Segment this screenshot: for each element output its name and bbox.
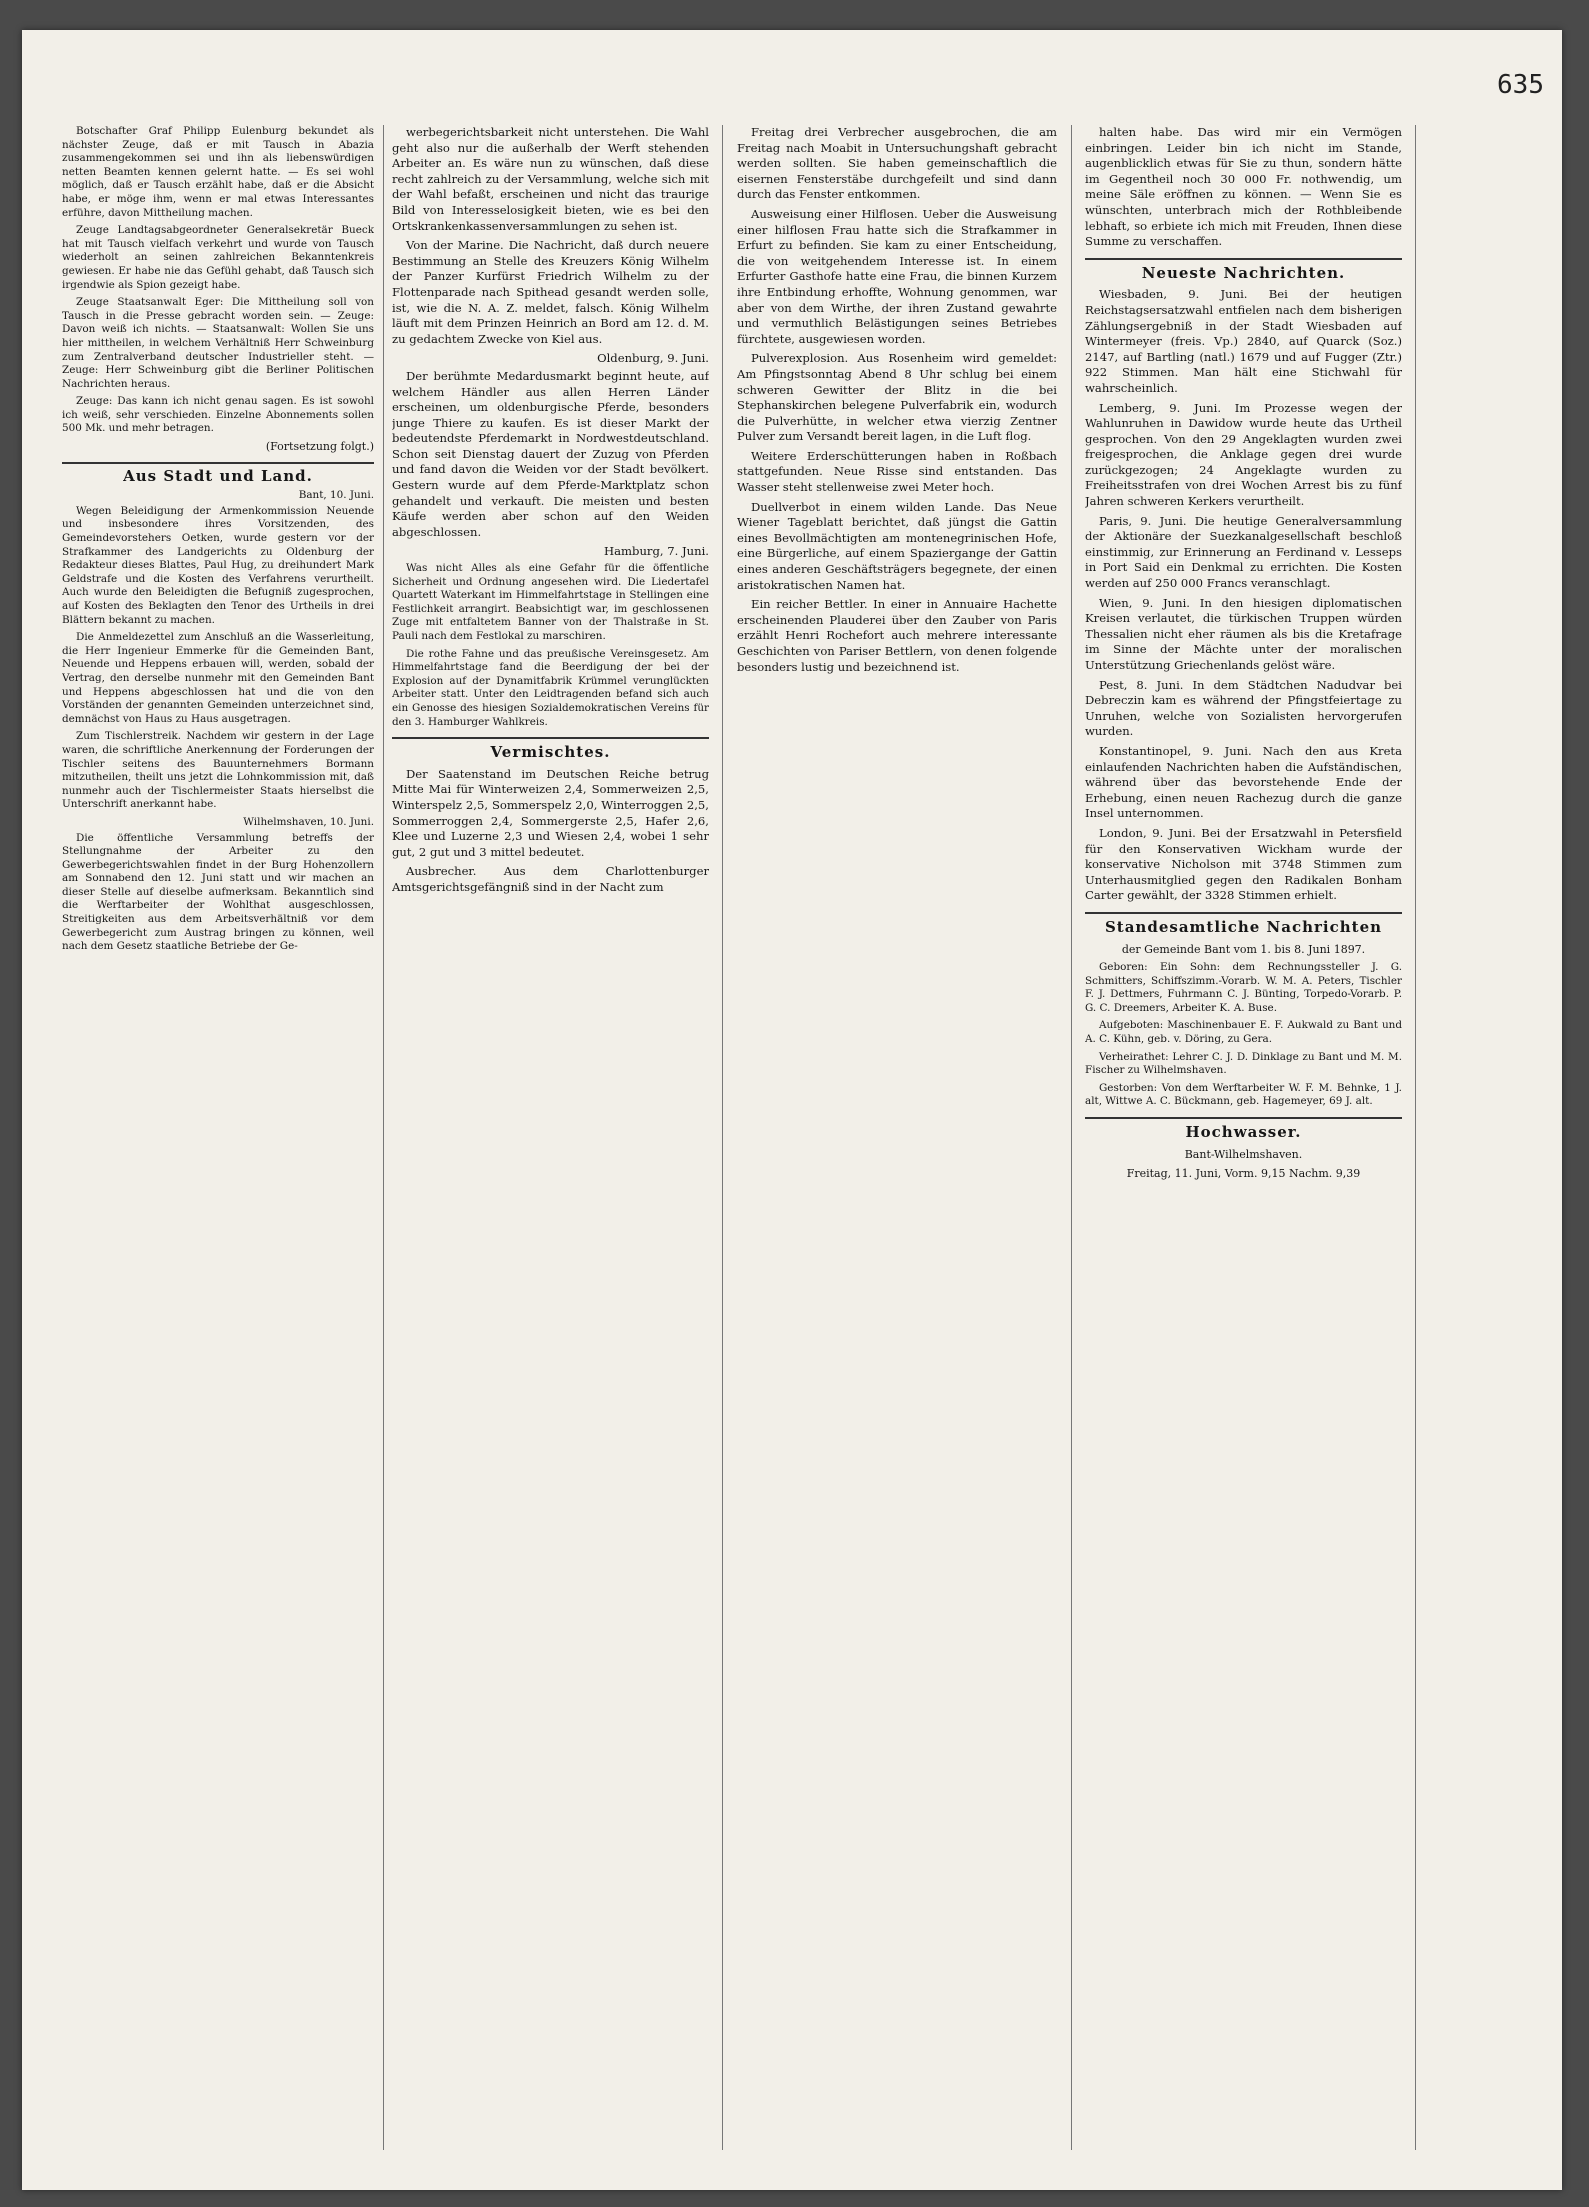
paragraph: Von der Marine. Die Nachricht, daß durch neuere Bestimmung an Stelle des Kreuzers König Wilhelm der Panzer Kurfürst Friedrich Wilhelm zu der Flottenparade nach Spithead gesandt werden solle, ist, wie die N. A. Z. meldet, falsch. König Wilhelm läuft mit dem Prinzen Heinrich an Bord am 12. d. M. zu gedachtem Zwecke von Kiel aus. [392, 238, 709, 346]
paragraph: Zeuge Staatsanwalt Eger: Die Mittheilung soll von Tausch in die Presse gebracht worden sein. — Zeuge: Davon weiß ich nichts. — Staatsanwalt: Wollen Sie uns hier mittheilen, in welchem Verhältniß Herr Schweinburg zum Zentralverband deutscher Industrieller steht. — Zeuge: Herr Schweinburg gibt die Berliner Politischen Nachrichten heraus. [62, 296, 374, 390]
paragraph: Paris, 9. Juni. Die heutige Generalversammlung der Aktionäre der Suezkanalgesellschaft beschloß einstimmig, zur Erinnerung an Ferdinand v. Lesseps in Port Said ein Denkmal zu errichten. Die Kosten werden auf 250 000 Francs veranschlagt. [1085, 513, 1402, 591]
paragraph: Lemberg, 9. Juni. Im Prozesse wegen der Wahlunruhen in Dawidow wurde heute das Urtheil gesprochen. Von den 29 Angeklagten wurden zwei freigesprochen, die Anklage gegen drei wurde zurückgezogen; 24 Angeklagte wurden zu Freiheitsstrafen von drei Wochen Arrest bis zu fünf Jahren schweren Kerkers verurtheilt. [1085, 400, 1402, 509]
column-rule [722, 125, 723, 2150]
dateline: Bant, 10. Juni. [298, 489, 374, 502]
dateline: Wilhelmshaven, 10. Juni. [243, 815, 374, 828]
registry-title: Standesamtliche Nachrichten [1085, 912, 1402, 936]
paragraph: Zum Tischlerstreik. Nachdem wir gestern in der Lage waren, die schriftliche Anerkennung der Forderungen der Tischler seitens des Bauunternehmers Bormann mitzutheilen, theilt uns jetzt die Lohnkommission mit, daß nunmehr auch der Tischlermeister Staats hierselbst die Unterschrift anerkannt habe. [62, 730, 374, 811]
paragraph: Zeuge Landtagsabgeordneter Generalsekretär Bueck hat mit Tausch vielfach verkehrt und wurde von Tausch wiederholt an seinen zahlreichen Bekanntenkreis gewiesen. Er habe nie das Gefühl gehabt, daß Tausch sich irgendwie als Spion gezeigt habe. [62, 224, 374, 291]
paragraph: Konstantinopel, 9. Juni. Nach den aus Kreta einlaufenden Nachrichten haben die Aufständischen, während über das bevorstehende Ende der Erhebung, einen neuen Rachezug durch die ganze Insel unternommen. [1085, 743, 1402, 821]
registry-entry: Gestorben: Von dem Werftarbeiter W. F. M. Behnke, 1 J. alt, Wittwe A. C. Bückmann, geb. Hagemeyer, 69 J. alt. [1085, 1081, 1402, 1108]
paragraph: Freitag drei Verbrecher ausgebrochen, die am Freitag nach Moabit in Untersuchungshaft gebracht werden sollten. Sie haben gemeinschaftlich die eisernen Fensterstäbe durchgefeilt und sind dann durch das Fenster entkommen. [737, 125, 1057, 202]
dateline: Oldenburg, 9. Juni. [597, 351, 709, 366]
column-rule [1415, 125, 1416, 2150]
section-title: Neueste Nachrichten. [1085, 258, 1402, 282]
column-2 [392, 125, 709, 2150]
dateline: Hamburg, 7. Juni. [604, 544, 709, 559]
paragraph: Wiesbaden, 9. Juni. Bei der heutigen Reichstagsersatzwahl entfielen nach dem bisherigen Zählungsergebniß in der Stadt Wiesbaden auf Wintermeyer (freis. Vp.) 2840, auf Quarck (Soz.) 2147, auf Bartling (natl.) 1679 und auf Fugger (Ztr.) 922 Stimmen. Man hält eine Stichwahl für wahrscheinlich. [1085, 287, 1402, 395]
paragraph: halten habe. Das wird mir ein Vermögen einbringen. Leider bin ich nicht im Stande, augenblicklich etwas für Sie zu thun, sondern hätte im Gegentheil noch 30 000 Fr. nothwendig, um meine Säle eröffnen zu können. — Wenn Sie es wünschten, unterbrach mich der Rothbleibende lebhaft, so erbiete ich mich mit Freuden, Ihnen diese Summe zu verschaffen. [1085, 125, 1402, 249]
section-title: Aus Stadt und Land. [62, 462, 374, 484]
column-rule [383, 125, 384, 2150]
paragraph: Die öffentliche Versammlung betreffs der Stellungnahme der Arbeiter zu den Gewerbegerichtswahlen findet in der Burg Hohenzollern am Sonnabend den 12. Juni statt und wir machen an dieser Stelle auf dieselbe aufmerksam. Bekanntlich sind die Werftarbeiter der Wohlthat ausgeschlossen, Streitigkeiten aus dem Arbeitsverhältniß vor dem Gewerbegericht zum Austrag bringen zu können, weil nach dem Gesetz staatliche Betriebe der Ge- [62, 831, 374, 953]
paragraph: Wegen Beleidigung der Armenkommission Neuende und insbesondere ihres Vorsitzenden, des Gemeindevorstehers Oetken, wurde gestern vor der Strafkammer des Landgerichts zu Oldenburg der Redakteur dieses Blattes, Paul Hug, zu dreihundert Mark Geldstrafe und die Kosten des Verfahrens verurtheilt. Auch wurde den Beleidigten die Befugniß zugesprochen, auf Kosten des Beklagten den Tenor des Urtheils in drei Blättern bekannt zu machen. [62, 504, 374, 626]
continuation-note: (Fortsetzung folgt.) [265, 440, 374, 454]
paragraph: London, 9. Juni. Bei der Ersatzwahl in Petersfield für den Konservativen Wickham wurde der konservative Nicholson mit 3748 Stimmen zum Unterhausmitglied gegen den Radikalen Bonham Carter gewählt, der 3328 Stimmen erhielt. [1085, 825, 1402, 903]
paragraph: Der berühmte Medardusmarkt beginnt heute, auf welchem Händler aus allen Herren Länder erscheinen, um oldenburgische Pferde, besonders junge Thiere zu kaufen. Es ist dieser Markt der bedeutendste Pferdemarkt in Nordwestdeutschland. Schon seit Dienstag dauert der Zuzug von Pferden und fand davon die Weiden vor der Stadt bevölkert. Gestern wurde auf dem Pferde-Marktplatz schon gehandelt und verkauft. Die meisten und besten Käufe werden aber schon auf den Weiden abgeschlossen. [392, 368, 709, 539]
section-title: Vermischtes. [392, 737, 709, 761]
flood-times: Freitag, 11. Juni, Vorm. 9,15 Nachm. 9,39 [1126, 1167, 1361, 1181]
registry-entry: Verheirathet: Lehrer C. J. D. Dinklage zu Bant und M. M. Fischer zu Wilhelmshaven. [1085, 1050, 1402, 1077]
paragraph: Der Saatenstand im Deutschen Reiche betrug Mitte Mai für Winterweizen 2,4, Sommerweizen 2,5, Winterspelz 2,5, Sommerspelz 2,0, Winterroggen 2,5, Sommerroggen 2,4, Sommergerste 2,5, Hafer 2,6, Klee und Luzerne 2,3 und Wiesen 2,4, wobei 1 sehr gut, 2 gut und 3 mittel bedeutet. [392, 766, 709, 859]
column-1 [62, 125, 374, 2150]
paragraph: Ausweisung einer Hilflosen. Ueber die Ausweisung einer hilflosen Frau hatte sich die Strafkammer in Erfurt zu befinden. Sie kam zu einer Entscheidung, die von weitgehendem Interesse ist. In einem Erfurter Gasthofe hatte eine Frau, die binnen Kurzem ihre Entbindung erhoffte, Wohnung genommen, war aber von dem Wirthe, der ihren Zustand gewahrte und vermuthlich Belästigungen seines Betriebes fürchtete, ausgewiesen worden. [737, 206, 1057, 346]
paragraph: Was nicht Alles als eine Gefahr für die öffentliche Sicherheit und Ordnung angesehen wird. Die Liedertafel Quartett Waterkant im Himmelfahrtstage in Stellingen eine Festlichkeit arrangirt. Beabsichtigt war, im geschlossenen Zuge mit entfaltetem Banner von der Thalstraße in St. Pauli nach dem Festlokal zu marschiren. [392, 562, 709, 642]
registry-entry: Geboren: Ein Sohn: dem Rechnungssteller J. G. Schmitters, Schiffszimm.-Vorarb. W. M. A. Peters, Tischler F. J. Dettmers, Fuhrmann C. J. Bünting, Torpedo-Vorarb. P. G. C. Dreemers, Arbeiter K. A. Buse. [1085, 961, 1402, 1014]
paragraph: Botschafter Graf Philipp Eulenburg bekundet als nächster Zeuge, daß er mit Tausch in Abazia zusammengekommen sei und ihn als liebenswürdigen netten Beamten kennen gelernt hatte. — Es sei wohl möglich, daß er Tausch erzählt habe, daß er die Absicht habe, er möge ihm, wenn er mal etwas Interessantes erführe, davon Mittheilung machen. [62, 125, 374, 219]
newspaper-page [22, 30, 1562, 2190]
paragraph: werbegerichtsbarkeit nicht unterstehen. Die Wahl geht also nur die außerhalb der Werft stehenden Arbeiter an. Es wäre nun zu wünschen, daß diese recht zahlreich zu der Versammlung, welche sich mit der Wahl befaßt, erscheinen und nicht das traurige Bild von Interesselosigkeit bieten, wie es bei den Ortskrankenkassenversammlungen zu sehen ist. [392, 125, 709, 233]
paragraph: Weitere Erderschütterungen haben in Roßbach stattgefunden. Neue Risse sind entstanden. Das Wasser steht stellenweise zwei Meter hoch. [737, 448, 1057, 495]
column-rule [1071, 125, 1072, 2150]
paragraph: Ausbrecher. Aus dem Charlottenburger Amtsgerichtsgefängniß sind in der Nacht zum [392, 864, 709, 894]
paragraph: Die rothe Fahne und das preußische Vereinsgesetz. Am Himmelfahrtstage fand die Beerdigung der bei der Explosion auf der Dynamitfabrik Krümmel verunglückten Arbeiter statt. Unter den Leidtragenden befand sich auch ein Genosse des hiesigen Sozialdemokratischen Vereins für den 3. Hamburger Wahlkreis. [392, 647, 709, 728]
page-number: 635 [1497, 70, 1544, 100]
paragraph: Zeuge: Das kann ich nicht genau sagen. Es ist sowohl ich weiß, sehr verschieden. Einzelne Abonnements sollen 500 Mk. und mehr betragen. [62, 395, 374, 435]
paragraph: Die Anmeldezettel zum Anschluß an die Wasserleitung, die Herr Ingenieur Emmerke für die Gemeinden Bant, Neuende und Heppens erbauen will, werden, sobald der Vertrag, den derselbe nunmehr mit den Gemeinden Bant und Heppens abgeschlossen hat und die von den Vorständen der genannten Gemeinden unterzeichnet sind, demnächst von Haus zu Haus ausgetragen. [62, 631, 374, 725]
paragraph: Pest, 8. Juni. In dem Städtchen Nadudvar bei Debreczin kam es während der Pfingstfeiertage zu Unruhen, welche von Sozialisten hervorgerufen wurden. [1085, 677, 1402, 739]
paragraph: Pulverexplosion. Aus Rosenheim wird gemeldet: Am Pfingstsonntag Abend 8 Uhr schlug bei einem schweren Gewitter der Blitz in die bei Stephanskirchen belegene Pulverfabrik ein, wodurch die Pulverhütte, in welcher etwa vierzig Zentner Pulver zum Versandt bereit lagen, in die Luft flog. [737, 351, 1057, 444]
flood-title: Hochwasser. [1085, 1117, 1402, 1141]
column-3 [737, 125, 1057, 2150]
registry-subtitle: der Gemeinde Bant vom 1. bis 8. Juni 1897. [1121, 942, 1366, 956]
column-4 [1085, 125, 1402, 2150]
flood-subtitle: Bant-Wilhelmshaven. [1184, 1147, 1303, 1161]
paragraph: Duellverbot in einem wilden Lande. Das Neue Wiener Tageblatt berichtet, daß jüngst die Gattin eines Bevollmächtigten am montenegrinischen Hofe, eine Bürgerliche, auf einem Spaziergange der Gattin eines anderen Geschäftsträgers begegnete, der einen aristokratischen Namen hat. [737, 499, 1057, 592]
paragraph: Wien, 9. Juni. In den hiesigen diplomatischen Kreisen verlautet, die türkischen Truppen würden Thessalien nicht eher räumen als bis die Kretafrage im Sinne der Mächte unter der moralischen Unterstützung Griechenlands gelöst wäre. [1085, 595, 1402, 672]
registry-entry: Aufgeboten: Maschinenbauer E. F. Aukwald zu Bant und A. C. Kühn, geb. v. Döring, zu Gera. [1085, 1019, 1402, 1046]
paragraph: Ein reicher Bettler. In einer in Annuaire Hachette erscheinenden Plauderei über den Zauber von Paris erzählt Henri Rochefort auch mehrere interessante Geschichten von Pariser Bettlern, von denen folgende besonders lustig und bezeichnend ist. [737, 597, 1057, 674]
